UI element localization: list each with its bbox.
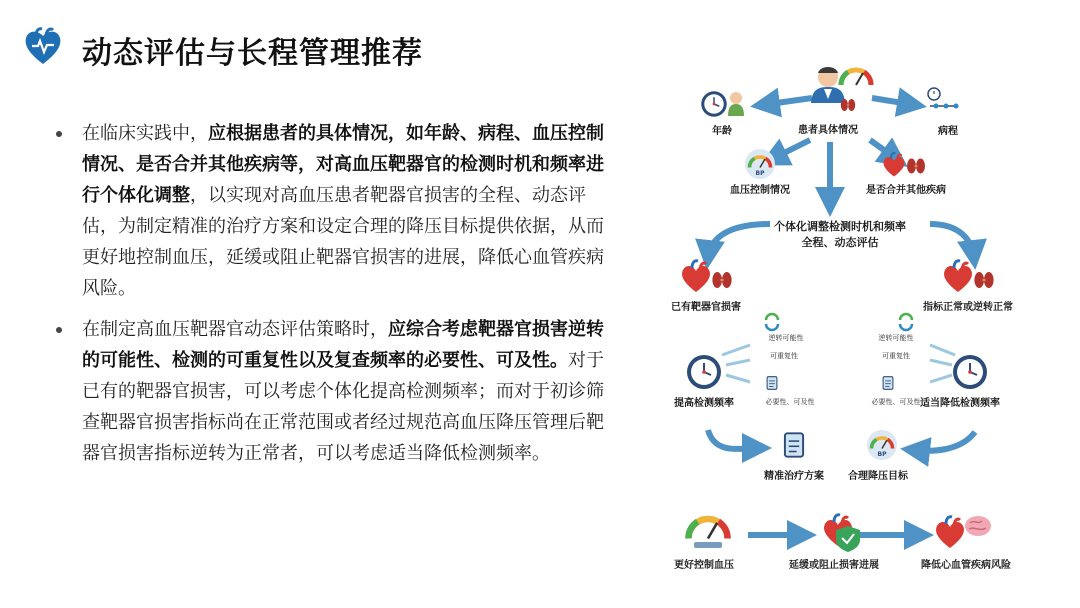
kidney-icon: [841, 99, 855, 111]
bullet-text-normal: 对于已有的靶器官损害，可以考虑个体化提高检测频率；而对于初诊筛查靶器官损害指标尚在正常范围或者经过规范高血压降压管理后靶器官损害指标逆转为正常者，可以考虑适当降低检测频率。: [82, 350, 604, 464]
label-reversibility: 逆转可能性: [768, 334, 804, 342]
label-necessity: 必要性、可及性: [765, 398, 815, 406]
kidney-icon: [712, 272, 731, 288]
label-reversibility: 逆转可能性: [878, 334, 914, 342]
reverse-cycle-icon: [766, 314, 778, 330]
reverse-cycle-icon: [900, 314, 912, 330]
label-age: 年龄: [712, 126, 732, 137]
bullet-dot: [56, 131, 62, 137]
label-course: 病程: [938, 126, 958, 137]
kidney-icon: [974, 272, 993, 288]
heart-icon: [682, 261, 710, 292]
bp-gauge-icon: [745, 149, 775, 179]
label-repeatability: 可重复性: [770, 352, 798, 360]
gauge-icon: [841, 70, 871, 85]
label-comorbid: 是否合并其他疾病: [866, 185, 946, 196]
label-existing-damage: 已有靶器官损害: [671, 302, 741, 313]
side-arrows: [722, 345, 955, 382]
elderly-person-icon: [728, 92, 744, 116]
bullet-item: [56, 118, 618, 304]
label-individualize-line1: 个体化调整检测时机和频率: [774, 220, 906, 233]
label-precise-treatment: 精准治疗方案: [764, 471, 824, 482]
label-bp-badge: BP: [755, 170, 765, 177]
label-reduce-risk: 降低心血管疾病风险: [921, 560, 1011, 571]
label-decrease-freq: 适当降低检测频率: [920, 398, 1000, 409]
label-repeatability: 可重复性: [882, 352, 910, 360]
bullet-text-normal: 在制定高血压靶器官动态评估策略时，: [82, 319, 388, 340]
bullet-text: [82, 314, 618, 469]
bullet-item: [56, 314, 618, 469]
label-bp-control: 血压控制情况: [730, 185, 790, 196]
page-title: 动态评估与长程管理推荐: [82, 36, 423, 71]
bullet-text: [82, 118, 618, 304]
label-bp-target: 合理降压目标: [848, 471, 908, 482]
brain-icon: [965, 516, 991, 536]
label-bp-badge: BP: [877, 451, 887, 458]
label-normal-or-reversed: 指标正常或逆转正常: [923, 302, 1013, 313]
label-necessity: 必要性、可及性: [871, 398, 921, 406]
checklist-icon: [767, 377, 777, 390]
clock-icon: [687, 355, 721, 389]
bullet-dot: [56, 327, 62, 333]
bp-meter-icon: [688, 519, 727, 548]
checklist-icon: [883, 377, 893, 390]
kidney-icon: [907, 159, 925, 174]
heart-logo-icon: [22, 26, 64, 68]
bullet-list: [56, 118, 618, 479]
bullet-text-bold: 应综合考虑靶器官损害逆转的可能性、检测的可重复性以及复查频率的必要性、可及性。: [82, 319, 604, 371]
timeline-icon: [928, 88, 959, 109]
bullet-text-bold: 应根据患者的具体情况，如年龄、病程、血压控制情况、是否合并其他疾病等，对高血压靶器官的检测时机和频率进行个体化调整: [82, 123, 604, 206]
clipboard-icon: [785, 433, 803, 456]
label-patient: 患者具体情况: [798, 125, 858, 136]
label-better-bp: 更好控制血压: [674, 560, 734, 571]
clock-icon: [953, 355, 987, 389]
bullet-text-normal: ，以实现对高血压患者靶器官损害的全程、动态评估，为制定精准的治疗方案和设定合理的降压目标提供依据，从而更好地控制血压，延缓或阻止靶器官损害的进展，降低心血管疾病风险。: [82, 185, 604, 299]
management-flow-diagram: [660, 60, 1060, 590]
heart-icon: [944, 261, 972, 292]
bullet-text-normal: 在临床实践中，: [82, 123, 208, 144]
heart-icon: [936, 517, 964, 548]
heart-shield-icon: [824, 515, 860, 552]
label-increase-freq: 提高检测频率: [674, 398, 734, 409]
bp-gauge-icon: [867, 430, 897, 460]
label-delay-damage: 延缓或阻止损害进展: [789, 560, 879, 571]
label-individualize-line2: 全程、动态评估: [801, 236, 879, 249]
clock-icon: [701, 91, 727, 117]
